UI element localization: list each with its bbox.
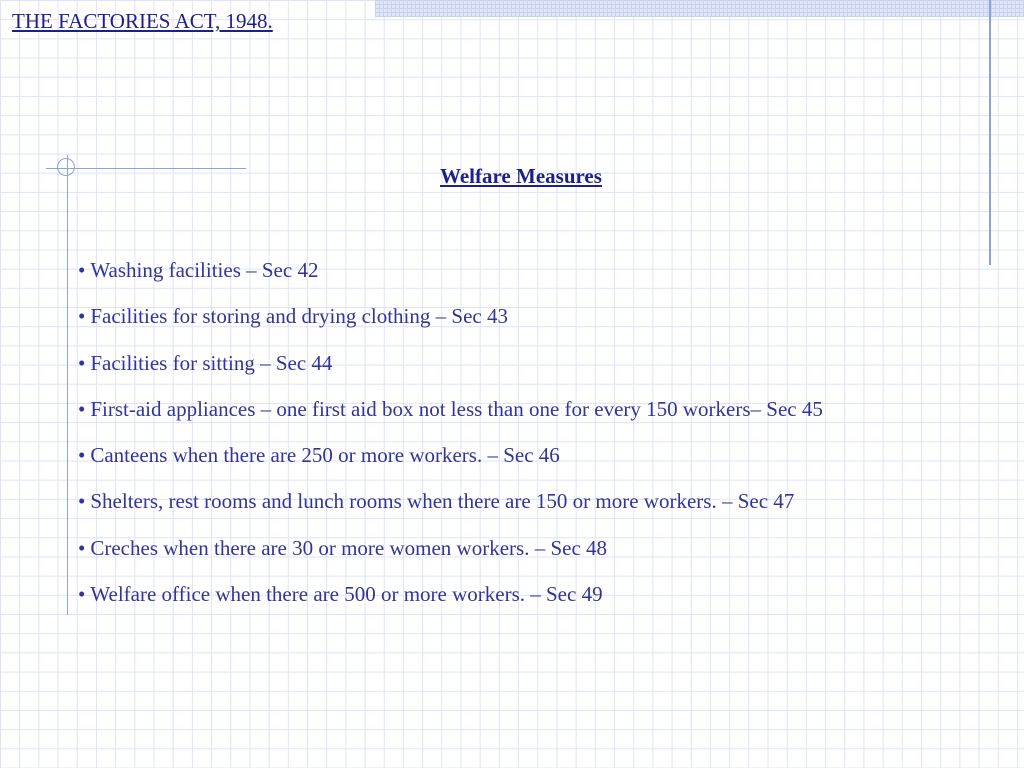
list-item-text: Facilities for sitting – Sec 44 [90,350,333,375]
list-item-text: Canteens when there are 250 or more workers. – Sec 46 [90,443,560,468]
list-item-text: Shelters, rest rooms and lunch rooms when there are 150 or more workers. – Sec 47 [90,489,795,514]
list-item-text: Welfare office when there are 500 or more workers. – Sec 49 [90,582,603,607]
decorative-horizontal-line [46,168,246,169]
welfare-measures-list [78,255,823,625]
list-item-text: Creches when there are 30 or more women workers. – Sec 48 [90,535,608,560]
section-heading: Welfare Measures [440,164,602,188]
list-item [78,579,823,625]
bullet-icon: • [78,350,86,375]
header-pattern-band [375,0,1024,17]
list-item [78,533,823,579]
bullet-icon: • [78,396,86,421]
list-item [78,255,823,301]
list-item-text: First-aid appliances – one first aid box not less than one for every 150 workers– Sec 45 [90,396,823,421]
list-item [78,440,823,486]
list-item [78,394,823,440]
bullet-icon: • [78,535,86,560]
bullet-icon: • [78,304,86,329]
bullet-icon: • [78,258,86,282]
list-item [78,486,823,532]
act-title: THE FACTORIES ACT, 1948. [12,9,273,33]
list-item-text: Washing facilities – Sec 42 [90,258,319,282]
bullet-icon: • [78,443,86,468]
list-item [78,301,823,347]
bullet-icon: • [78,582,86,607]
decorative-vertical-line-left [67,155,68,615]
decorative-circle [57,158,75,176]
list-item-text: Facilities for storing and drying clothing – Sec 43 [90,304,508,329]
decorative-vertical-line-right [989,0,991,265]
list-item [78,348,823,394]
bullet-icon: • [78,489,86,514]
